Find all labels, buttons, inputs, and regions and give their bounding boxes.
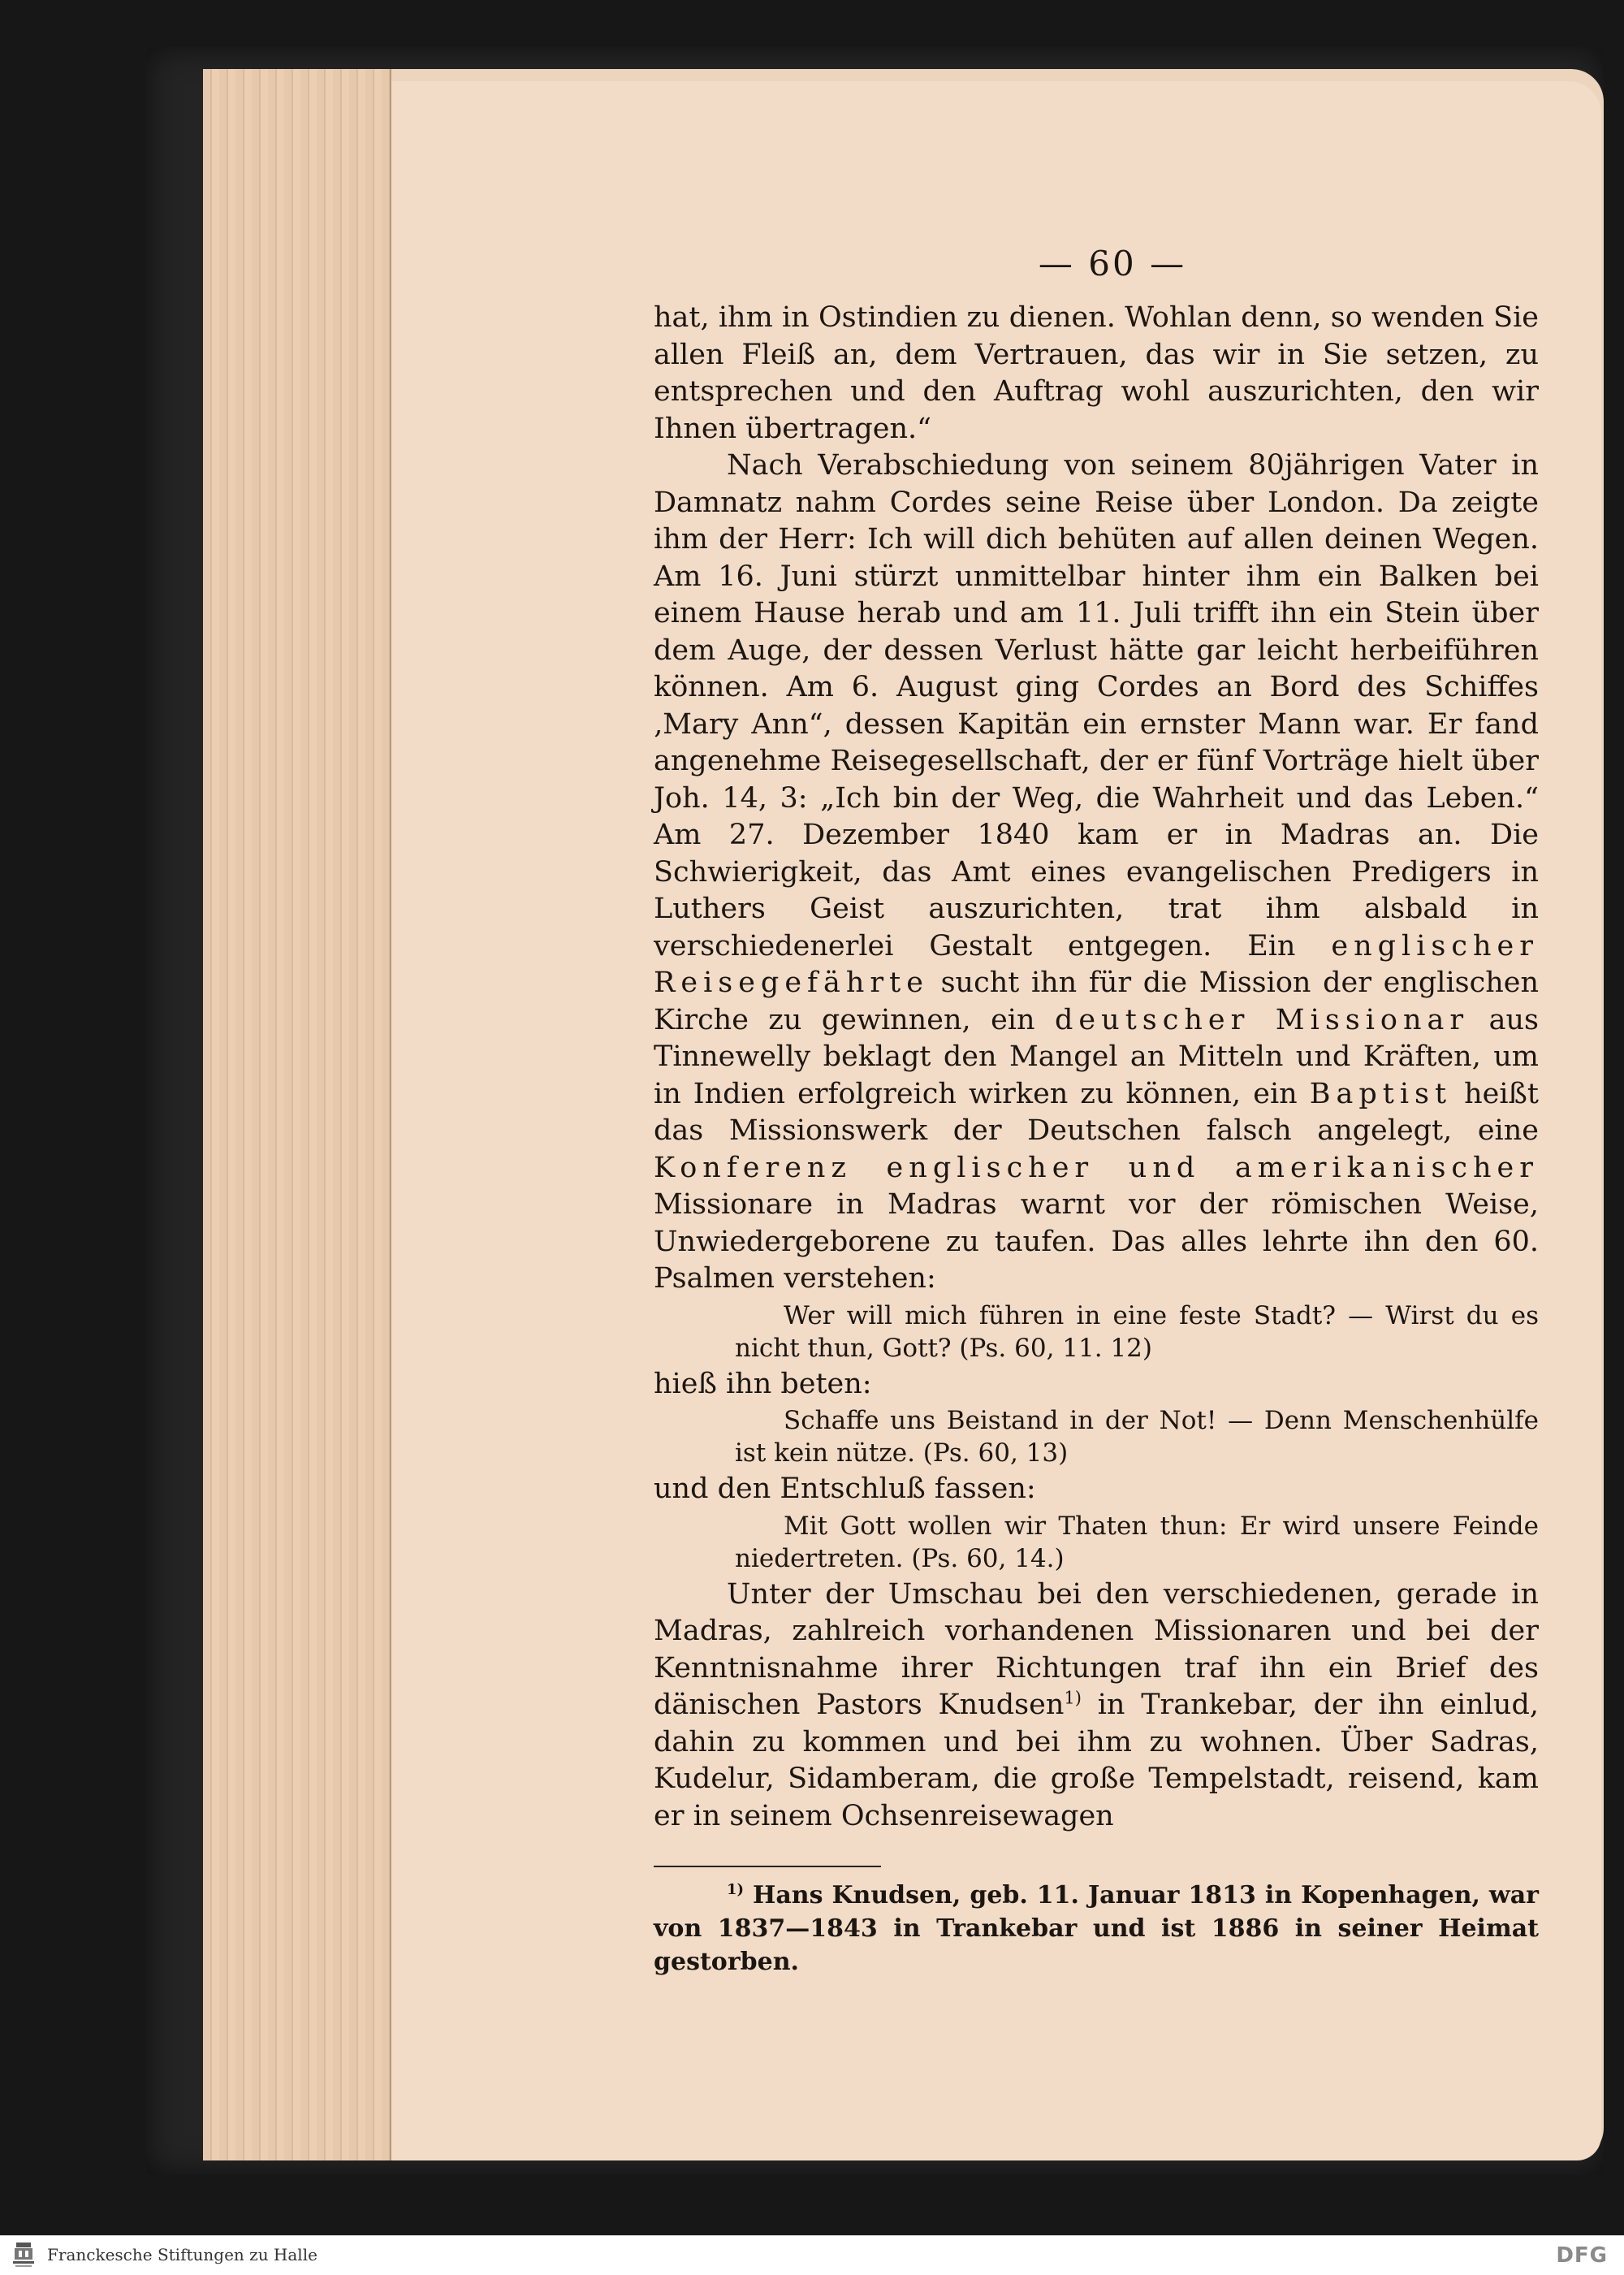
footnote-reference: 1) bbox=[1064, 1688, 1082, 1708]
text-run: Unter der Umschau bei den verschiedenen, gerade in Madras, zahlreich vorhandenen Missionaren und bei der Kenntnisnahme ihrer Richtungen traf ihn ein Brief des dänischen Pastors Knudsen bbox=[654, 1577, 1539, 1721]
paragraph-2 bbox=[654, 448, 1539, 1298]
spaced-emphasis: deutscher Missionar bbox=[1055, 1003, 1470, 1036]
paragraph-1: hat, ihm in Ostindien zu dienen. Wohlan denn, so wenden Sie allen Fleiß an, dem Vertrauen, das wir in Sie setzen, zu entsprechen und den Auftrag wohl auszurichten, den wir Ihnen übertragen.“ bbox=[654, 301, 1539, 445]
footnote-mark: 1) bbox=[727, 1881, 745, 1898]
page-text bbox=[654, 244, 1539, 1979]
text-run: Ein bbox=[1247, 929, 1332, 962]
text-run: Missionare in Madras warnt vor der römischen Weise, Unwiedergeborene zu taufen. Das alles lehrte ihn den 60. Psalmen verstehen: bbox=[654, 1188, 1539, 1295]
psalm-quote-3: Mit Gott wollen wir Thaten thun: Er wird unsere Feinde niedertreten. (Ps. 60, 14.) bbox=[735, 1511, 1539, 1573]
text-run: heißt das Missionswerk der Deutschen falsch angelegt, eine bbox=[654, 1077, 1539, 1147]
paragraph-2-text: Nach Verabschiedung von seinem 80jährigen Vater in Damnatz nahm Cordes seine Reise über London. Da zeigte ihm der Herr: Ich will dich behüten auf allen deinen Wegen. Am 16. Juni stürzt unmittelbar hinter ihm ein Balken bei einem Hause herab und am 11. Juli trifft ihn ein Stein über dem Auge, der dessen Verlust hätte gar leicht herbeiführen können. Am 6. August ging Cordes an Bord des Schiffes ‚Mary Ann“, dessen Kapitän ein ernster Mann war. Er fand angenehme Reisegesellschaft, der er fünf Vorträge hielt über Joh. 14, 3: „Ich bin der Weg, die Wahrheit und das Leben.“ Am 27. Dezember 1840 kam er in Madras an. Die Schwierigkeit, das Amt eines evangelischen Predigers in Luthers Geist auszurichten, trat ihm alsbald in verschiedenerlei Gestalt entgegen. bbox=[654, 449, 1539, 962]
line-after-quote-1: hieß ihn beten: bbox=[654, 1367, 872, 1400]
spaced-emphasis: englischer Reisegefährte bbox=[654, 929, 1539, 999]
psalm-quote-2: Schaffe uns Beistand in der Not! — Denn Menschenhülfe ist kein nütze. (Ps. 60, 13) bbox=[735, 1406, 1539, 1468]
text-run: aus Tinnewelly beklagt den Mangel an Mitteln und Kräften, um in Indien erfolgreich wirken zu können, ein bbox=[654, 1003, 1540, 1110]
text-run: in Trankebar, der ihn einlud, dahin zu kommen und bei ihm zu wohnen. Über Sadras, Kudelur, Sidamberam, die große Tempelstadt, reisend, kam er in seinem Ochsenreisewagen bbox=[654, 1689, 1539, 1832]
spaced-emphasis: Konferenz englischer und amerikanischer bbox=[654, 1151, 1539, 1184]
dfg-logo: DFG bbox=[1556, 2243, 1608, 2268]
page-number: — 60 — bbox=[1038, 244, 1187, 283]
franckesche-stiftungen-logo-icon bbox=[11, 2241, 36, 2270]
viewer-footer bbox=[0, 2235, 1624, 2275]
psalm-quote-1: Wer will mich führen in eine feste Stadt? — Wirst du es nicht thun, Gott? (Ps. 60, 11. 12) bbox=[735, 1300, 1539, 1363]
spaced-emphasis: Baptist bbox=[1309, 1077, 1453, 1110]
text-run: sucht ihn für die Mission der englischen Kirche zu gewinnen, ein bbox=[654, 967, 1539, 1036]
paragraph-3 bbox=[654, 1576, 1539, 1836]
footnote-text: Hans Knudsen, geb. 11. Januar 1813 in Kopenhagen, war von 1837—1843 in Trankebar und ist 1886 in seiner Heimat gestorben. bbox=[654, 1881, 1539, 1976]
footnote bbox=[654, 1879, 1539, 1979]
institution-name: Franckesche Stiftungen zu Halle bbox=[47, 2245, 317, 2264]
line-after-quote-2: und den Entschluß fassen: bbox=[654, 1473, 1036, 1505]
page-edges bbox=[203, 69, 391, 2160]
footnote-divider bbox=[654, 1866, 881, 1867]
